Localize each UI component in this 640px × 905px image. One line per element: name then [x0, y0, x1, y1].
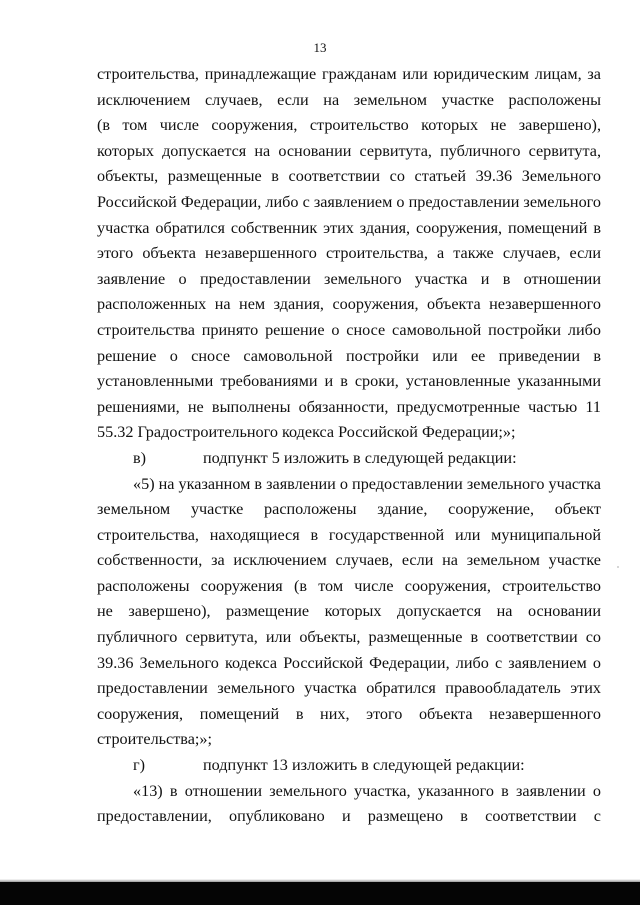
text-line: (в том числе сооружения, строительство которых не завершено),: [97, 116, 601, 135]
scan-bottom-border: [0, 882, 640, 905]
quote-line: земельном участке расположены здание, сооружение, объект: [97, 500, 601, 519]
text-line: строительства принято решение о сносе самовольной постройки либо: [97, 320, 601, 339]
text-line: заявление о предоставлении земельного участка и в отношении: [97, 269, 601, 288]
text-line: 55.32 Градостроительного кодекса Российской Федерации;»;: [97, 423, 516, 442]
text-line: которых допускается на основании сервитута, публичного сервитута,: [97, 141, 601, 160]
list-item-g: [97, 753, 601, 779]
item-text: подпункт 13 изложить в следующей редакции:: [203, 756, 525, 775]
quote-line: расположены сооружения (в том числе сооружения, строительство: [97, 576, 601, 595]
list-item-v: [97, 446, 601, 472]
text-line: объекты, размещенные в соответствии со статьей 39.36 Земельного: [97, 167, 601, 186]
document-body: [97, 62, 601, 830]
text-line: решение о сносе самовольной постройки или ее приведении в: [97, 346, 601, 365]
text-line: исключением случаев, если на земельном участке расположены: [97, 90, 601, 109]
text-line: установленными требованиями и в сроки, установленные указанными: [97, 372, 601, 391]
text-line: расположенных на нем здания, сооружения, объекта незавершенного: [97, 295, 601, 314]
item-text: подпункт 5 изложить в следующей редакции:: [203, 448, 517, 467]
quote-line: строительства;»;: [97, 730, 212, 749]
quote-line: «13) в отношении земельного участка, указанного в заявлении о: [133, 781, 601, 800]
quote-line: собственности, за исключением случаев, если на земельном участке: [97, 551, 601, 570]
quote-line: сооружения, помещений в них, этого объекта незавершенного: [97, 704, 601, 723]
text-line: Российской Федерации, либо с заявлением о предоставлении земельного: [97, 192, 601, 211]
item-marker: в): [133, 448, 147, 467]
text-line: этого объекта незавершенного строительства, а также случаев, если: [97, 244, 601, 263]
scan-speck: [617, 566, 619, 568]
text-line: решениями, не выполнены обязанности, предусмотренные частью 11: [97, 397, 601, 416]
quote-line: не завершено), размещение которых допускается на основании: [97, 602, 601, 621]
quote-line: публичного сервитута, или объекты, размещенные в соответствии со: [97, 628, 601, 647]
quote-line: 39.36 Земельного кодекса Российской Федерации, либо с заявлением о: [97, 653, 601, 672]
quote-line: предоставлении, опубликовано и размещено в соответствии с: [97, 807, 601, 826]
quote-line: «5) на указанном в заявлении о предоставлении земельного участка: [133, 474, 601, 493]
quote-line: строительства, находящиеся в государственной или муниципальной: [97, 525, 601, 544]
text-line: участка обратился собственник этих здания, сооружения, помещений в: [97, 218, 601, 237]
text-line: строительства, принадлежащие гражданам или юридическим лицам, за: [97, 65, 601, 83]
quote-line: предоставлении земельного участка обратился правообладатель этих: [97, 679, 601, 698]
item-marker: г): [133, 756, 146, 775]
page-number: 13: [313, 40, 327, 55]
